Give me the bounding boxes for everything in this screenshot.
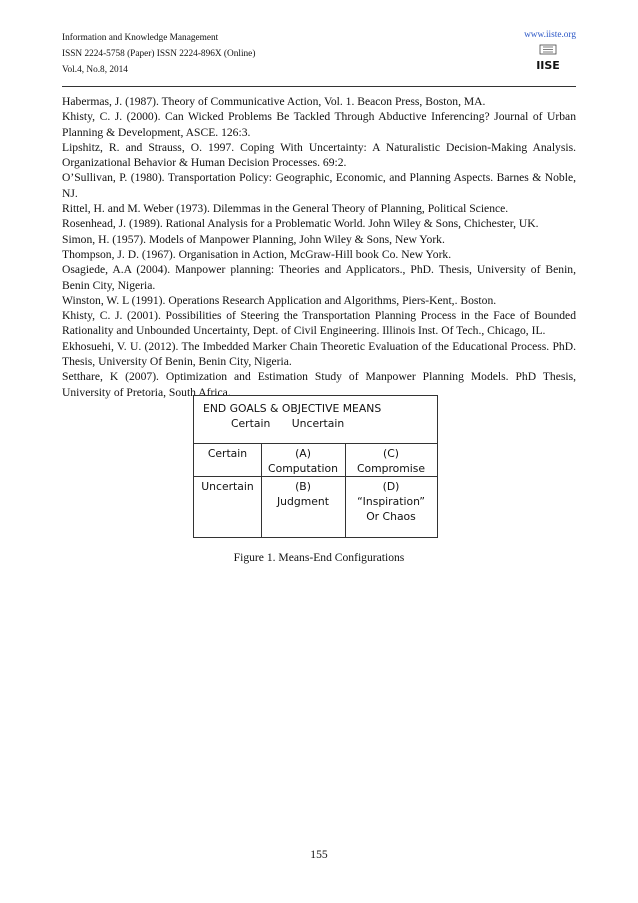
journal-name: Information and Knowledge Management [62,33,219,43]
figure-row-certain [194,443,437,477]
row-label: Uncertain [201,480,254,493]
figure-caption: Figure 1. Means-End Configurations [233,551,405,564]
cell-b-code: (B) [295,480,311,493]
website-link[interactable]: www.iiste.org [524,30,576,40]
logo-lettering: IISE [536,59,560,72]
reference-list [62,94,576,400]
reference-item: Thompson, J. D. (1967). Organisation in Action, McGraw-Hill book Co. New York. [62,247,452,261]
reference-item: Osagiede, A.A (2004). Manpower planning: Theories and Applicators., PhD. Thesis, University of Benin, Benin City, Nigeria. [62,263,576,292]
column-label-uncertain: Uncertain [291,417,345,430]
cell-b [261,479,345,509]
reference-item: Winston, W. L (1991). Operations Research Application and Algorithms, Piers-Kent,. Boston. [62,293,497,307]
figure-header-title: END GOALS & OBJECTIVE MEANS [203,402,382,415]
figure-header [203,401,381,431]
reference-item: Khisty, C. J. (2000). Can Wicked Problems Be Tackled Through Abductive Inferencing? Journal of Urban Planning & Development, ASCE. 126:3. [62,110,576,139]
cell-b-text: Judgment [277,495,329,508]
iiste-logo [535,44,561,74]
cell-d-code: (D) [382,480,400,493]
header-rule [62,86,576,87]
cell-a [261,446,345,476]
reference-item: Rittel, H. and M. Weber (1973). Dilemmas in the General Theory of Planning, Political Science. [62,202,509,216]
figure-row-uncertain [194,476,437,537]
cell-d [345,479,437,524]
cell-d-text-2: Or Chaos [366,510,416,523]
cell-c-code: (C) [383,447,399,460]
cell-a-code: (A) [295,447,311,460]
reference-item: Simon, H. (1957). Models of Manpower Planning, John Wiley & Sons, New York. [62,232,445,246]
cell-c [345,446,437,476]
means-end-figure [193,395,438,538]
reference-item: O’Sullivan, P. (1980). Transportation Policy: Geographic, Economic, and Planning Aspects. Barnes & Noble, NJ. [62,171,576,200]
column-label-certain: Certain [231,417,271,430]
row-label: Certain [207,447,248,460]
volume-line: Vol.4, No.8, 2014 [62,65,128,75]
reference-item: Ekhosuehi, V. U. (2012). The Imbedded Marker Chain Theoretic Evaluation of the Educational Process. PhD. Thesis, University Of Benin, Benin City, Nigeria. [62,339,576,369]
issn-line: ISSN 2224-5758 (Paper) ISSN 2224-896X (Online) [62,49,256,59]
page-number: 155 [310,848,328,861]
reference-item: Lipshitz, R. and Strauss, O. 1997. Coping With Uncertainty: A Naturalistic Decision-Making Analysis. Organizational Behavior & Human Decision Processes. 69:2. [62,140,576,170]
reference-item: Setthare, K (2007). Optimization and Estimation Study of Manpower Planning Models. PhD Thesis, University of Pretoria, South Africa. [62,370,576,399]
cell-c-text: Compromise [356,462,426,475]
reference-item: Habermas, J. (1987). Theory of Communicative Action, Vol. 1. Beacon Press, Boston, MA. [62,95,486,108]
journal-header [62,30,255,78]
reference-item: Khisty, C. J. (2001). Possibilities of Steering the Transportation Planning Process in the Face of Bounded Rationality and Unbounded Uncertainty, Dept. of Civil Engineering. Illinois Inst. Of Tech., Chicago, IL. [62,309,576,338]
reference-item: Rosenhead, J. (1989). Rational Analysis for a Problematic World. John Wiley & Sons, Chichester, UK. [62,217,539,231]
cell-a-text: Computation [268,462,338,475]
cell-d-text: “Inspiration” [357,495,425,508]
